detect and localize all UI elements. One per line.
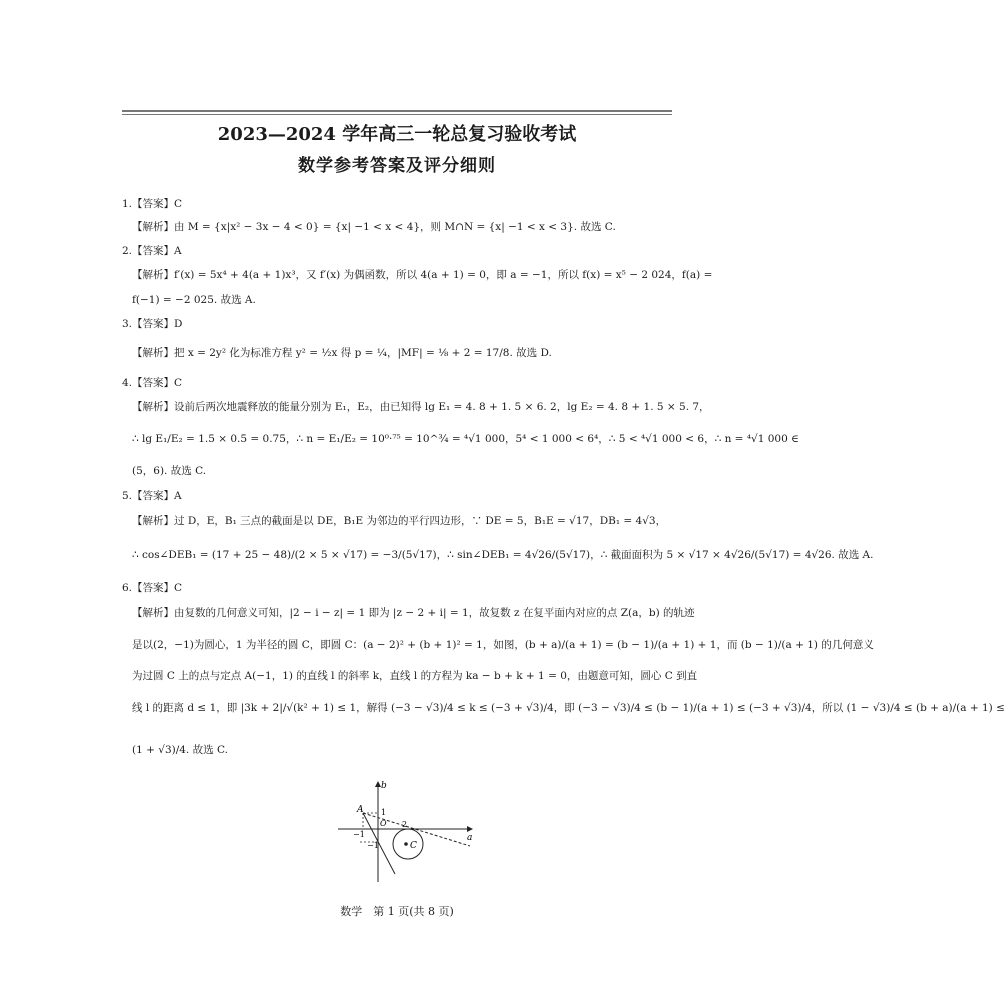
question-6-analysis-line: 为过圆 C 上的点与定点 A(−1，1) 的直线 l 的斜率 k，直线 l 的方程为 ka − b + k + 1 = 0，由题意可知，圆心 C 到直 [132, 670, 698, 682]
tick-label-neg1-x: −1 [353, 830, 365, 839]
question-6-analysis-line: 是以(2，−1)为圆心，1 为半径的圆 C，即圆 C：(a − 2)² + (b + 1)² = 1，如图，(b + a)/(a + 1) = (b − 1)/(a + 1) + 1，而 (b − 1)/(a + 1) 的几何意义 [132, 639, 874, 651]
answer-text: 【答案】C [132, 198, 183, 210]
question-6-answer [122, 580, 182, 595]
question-6-analysis-line: 线 l 的距离 d ≤ 1，即 |3k + 2|/√(k² + 1) ≤ 1，解得 (−3 − √3)/4 ≤ k ≤ (−3 + √3)/4，即 (−3 − √3)/4 ≤ (b − 1)/(a + 1) ≤ (−3 + √3)/4，所以 (1 − √3)/4 ≤ (b + a)/(a + 1) ≤ [132, 702, 1005, 714]
a-axis-label: a [467, 833, 473, 843]
answer-text: 【答案】C [132, 582, 183, 594]
question-5-answer [122, 488, 182, 503]
question-4-answer [122, 375, 182, 390]
question-3-analysis-line: 【解析】把 x = 2y² 化为标准方程 y² = ½x 得 p = ¼，|MF| = ⅛ + 2 = 17/8. 故选 D. [132, 347, 552, 359]
header-rule-thin [122, 114, 672, 115]
question-number: 2. [122, 245, 133, 257]
question-number: 4. [122, 377, 133, 389]
tick-label-neg1-y: −1 [367, 841, 379, 850]
tick-label-2: 2 [402, 820, 408, 829]
question-6-analysis-line: (1 + √3)/4. 故选 C. [132, 744, 228, 756]
question-2-analysis-line: f(−1) = −2 025. 故选 A. [132, 294, 256, 306]
header-rule-thick [122, 110, 672, 112]
geometry-figure [0, 770, 794, 890]
page-subtitle: 数学参考答案及评分细则 [298, 156, 496, 176]
question-4-analysis-line: 【解析】设前后两次地震释放的能量分别为 E₁，E₂，由已知得 lg E₁ = 4. 8 + 1. 5 × 6. 2，lg E₂ = 4. 8 + 1. 5 × 5. 7， [132, 401, 710, 413]
page-footer: 数学 第 1 页(共 8 页) [340, 905, 454, 918]
tick-label-1: 1 [381, 808, 387, 817]
point-A-label: A [357, 805, 364, 815]
page-title: 2023—2024 学年高三一轮总复习验收考试 [217, 124, 577, 145]
question-3-answer [122, 316, 182, 331]
center-label: C [410, 841, 417, 851]
question-5-analysis-line: ∴ cos∠DEB₁ = (17 + 25 − 48)/(2 × 5 × √17) = −3/(5√17)，∴ sin∠DEB₁ = 4√26/(5√17)，∴ 截面面积为 5 × √17 × 4√26/(5√17) = 4√26. 故选 A. [132, 549, 874, 561]
answer-text: 【答案】A [132, 490, 182, 502]
question-6-analysis-line: 【解析】由复数的几何意义可知，|2 − i − z| = 1 即为 |z − 2 + i| = 1，故复数 z 在复平面内对应的点 Z(a，b) 的轨迹 [132, 607, 695, 619]
question-number: 3. [122, 318, 133, 330]
answer-text: 【答案】D [132, 318, 183, 330]
b-axis-label: b [381, 781, 387, 791]
center-point-C [404, 842, 408, 846]
question-number: 5. [122, 490, 133, 502]
circle-C [393, 829, 423, 859]
question-5-analysis-line: 【解析】过 D，E，B₁ 三点的截面是以 DE，B₁E 为邻边的平行四边形，∵ DE = 5，B₁E = √17，DB₁ = 4√3， [132, 515, 667, 527]
question-1-analysis-line: 【解析】由 M = {x|x² − 3x − 4 < 0} = {x| −1 < x < 4}，则 M∩N = {x| −1 < x < 3}. 故选 C. [132, 221, 616, 233]
question-number: 6. [122, 582, 133, 594]
question-2-analysis-line: 【解析】f′(x) = 5x⁴ + 4(a + 1)x³，又 f′(x) 为偶函数，所以 4(a + 1) = 0，即 a = −1，所以 f(x) = x⁵ − 2 024，f(a) = [132, 269, 713, 281]
question-1-answer [122, 196, 182, 211]
question-4-analysis-line: (5，6). 故选 C. [132, 465, 207, 477]
origin-label: O [380, 819, 387, 828]
question-4-analysis-line: ∴ lg E₁/E₂ = 1.5 × 0.5 = 0.75，∴ n = E₁/E₂ = 10⁰·⁷⁵ = 10^¾ = ⁴√1 000，5⁴ < 1 000 < 6⁴，∴ 5 < ⁴√1 000 < 6，∴ n = ⁴√1 000 ∈ [132, 433, 799, 445]
question-number: 1. [122, 198, 133, 210]
answer-text: 【答案】C [132, 377, 183, 389]
question-2-answer [122, 243, 182, 258]
answer-text: 【答案】A [132, 245, 182, 257]
